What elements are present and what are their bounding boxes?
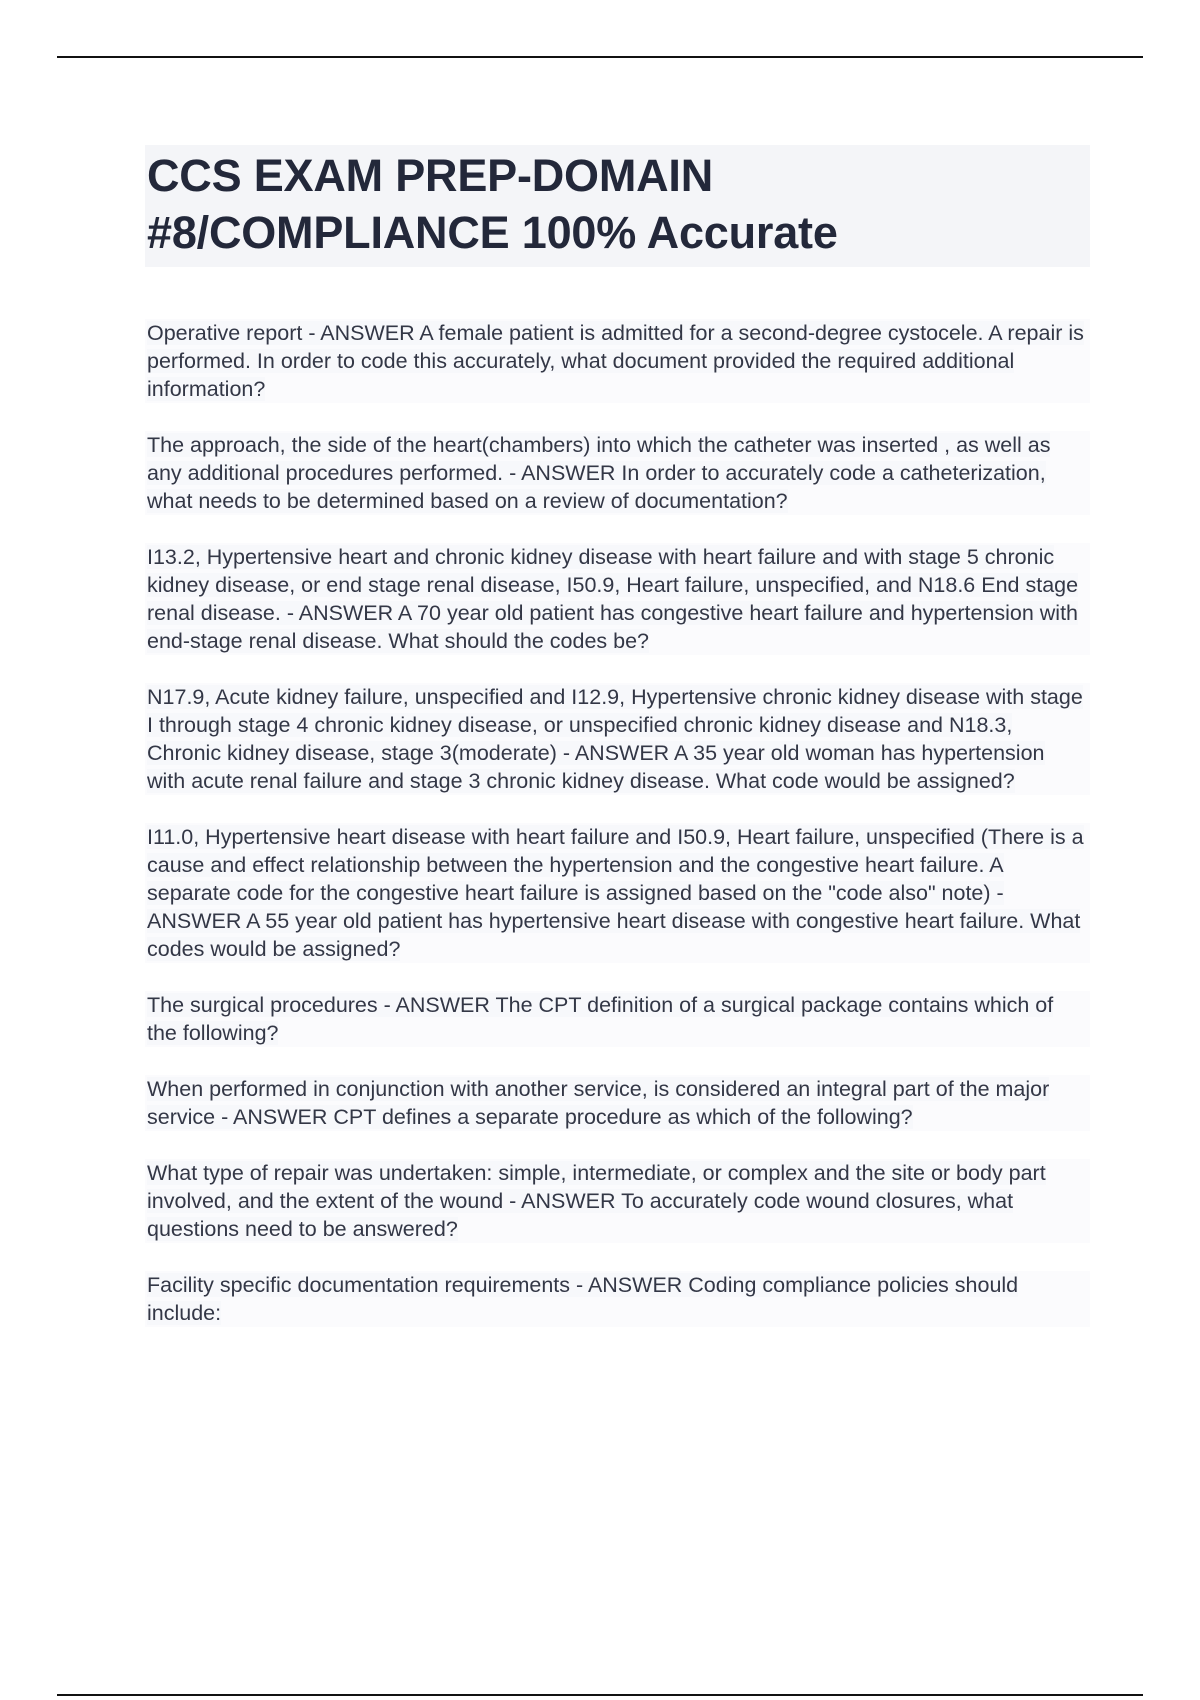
qa-entry-4 (145, 683, 1090, 795)
qa-entry-text: Operative report - ANSWER A female patient is admitted for a second-degree cystocele. A repair is performed. In order to code this accurately, what document provided the required additional information? (147, 321, 1084, 401)
qa-entry-text: The surgical procedures - ANSWER The CPT definition of a surgical package contains which of the following? (147, 993, 1054, 1045)
title-line-2: #8/COMPLIANCE 100% Accurate (147, 207, 838, 258)
qa-list (145, 319, 1090, 1327)
qa-entry-2 (145, 431, 1090, 515)
qa-entry-6 (145, 991, 1090, 1047)
top-rule (57, 56, 1143, 58)
qa-entry-9 (145, 1271, 1090, 1327)
qa-entry-1 (145, 319, 1090, 403)
qa-entry-text: What type of repair was undertaken: simple, intermediate, or complex and the site or body part involved, and the extent of the wound - ANSWER To accurately code wound closures, what questions need to be answered? (147, 1161, 1046, 1241)
document-title (145, 145, 1090, 267)
qa-entry-3 (145, 543, 1090, 655)
qa-entry-8 (145, 1159, 1090, 1243)
qa-entry-7 (145, 1075, 1090, 1131)
document-page (145, 145, 1090, 1355)
qa-entry-5 (145, 823, 1090, 963)
qa-entry-text: N17.9, Acute kidney failure, unspecified and I12.9, Hypertensive chronic kidney disease with stage I through stage 4 chronic kidney disease, or unspecified chronic kidney disease and N18.3, Chronic kidney disease, stage 3(moderate) - ANSWER A 35 year old woman has hypertension with acute renal failure and stage 3 chronic kidney disease. What code would be assigned? (147, 685, 1083, 793)
qa-entry-text: Facility specific documentation requirements - ANSWER Coding compliance policies should include: (147, 1273, 1019, 1325)
qa-entry-text: I13.2, Hypertensive heart and chronic kidney disease with heart failure and with stage 5 chronic kidney disease, or end stage renal disease, I50.9, Heart failure, unspecified, and N18.6 End stage renal disease. - ANSWER A 70 year old patient has congestive heart failure and hypertension with end-stage renal disease. What should the codes be? (147, 545, 1079, 653)
qa-entry-text: I11.0, Hypertensive heart disease with heart failure and I50.9, Heart failure, unspecified (There is a cause and effect relationship between the hypertension and the congestive heart failure. A separate code for the congestive heart failure is assigned based on the "code also" note) - ANSWER A 55 year old patient has hypertensive heart disease with congestive heart failure. What codes would be assigned? (147, 825, 1084, 961)
qa-entry-text: When performed in conjunction with another service, is considered an integral part of the major service - ANSWER CPT defines a separate procedure as which of the following? (147, 1077, 1050, 1129)
title-line-1: CCS EXAM PREP-DOMAIN (147, 150, 714, 201)
bottom-rule (57, 1694, 1143, 1696)
qa-entry-text: The approach, the side of the heart(chambers) into which the catheter was inserted , as well as any additional procedures performed. - ANSWER In order to accurately code a catheterization, what needs to be determined based on a review of documentation? (147, 433, 1051, 513)
